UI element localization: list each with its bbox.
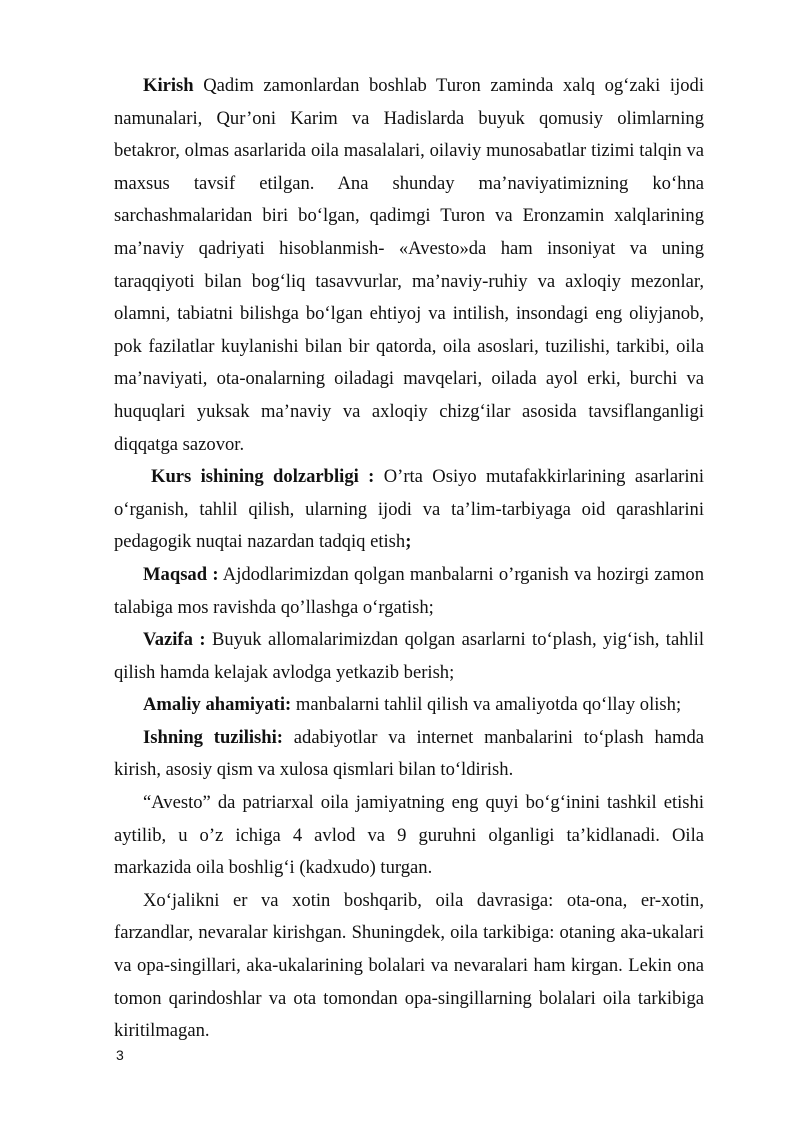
kirish-heading: Kirish [143,75,194,96]
ishning-tuzilishi-text: adabiyotlar va internet manbalarini to‘plash hamda kirish, asosiy qism va xulosa qismlari bilan to‘ldirish. [114,726,704,781]
paragraph-maqsad [114,559,704,624]
amaliy-ahamiyati-text: manbalarni tahlil qilish va amaliyotda qo‘llay olish; [291,694,682,716]
page-number: 3 [116,1047,124,1063]
xojalik-text: Xo‘jalikni er va xotin boshqarib, oila davrasiga: ota-ona, er-xotin, farzandlar, nevaralar kirishgan. Shuningdek, oila tarkibiga: otaning aka-ukalari va opa-singillari, aka-ukalarining bolalari va nevaralari ham kirgan. Lekin ona tomon qarindoshlar va ota tomondan opa-singillarning bolalari oila tarkibiga kiritilmagan. [114,889,704,1042]
document-body [114,70,704,1048]
paragraph-kirish [114,70,704,461]
kirish-text: Qadim zamonlardan boshlab Turon zaminda xalq og‘zaki ijodi namunalari, Qur’oni Karim va Hadislarda buyuk qomusiy olimlarning betakror, olmas asarlarida oila masalalari, oilaviy munosabatlar tizimi talqin va maxsus tavsif etilgan. Ana shunday ma’naviyatimizning ko‘hna sarchashmalaridan biri bo‘lgan, qadimgi Turon va Eronzamin xalqlarining ma’naviy qadriyati hisoblanmish- «Avesto»da ham insoniyat va uning taraqqiyoti bilan bog‘liq tasavvurlar, ma’naviy-ruhiy va axloqiy mezonlar, olamni, tabiatni bilishga bo‘lgan ehtiyoj va intilish, insondagi eng oliyjanob, pok fazilatlar kuylanishi bilan bir qatorda, oila asoslari, tuzilishi, tarkibi, oila ma’naviyati, ota-onalarning oiladagi mavqelari, oilada ayol erki, burchi va huquqlari yuksak ma’naviy va axloqiy chizg‘ilar asosida tavsiflanganligi diqqatga sazovor. [114,75,704,455]
avesto-oila-text: “Avesto” da patriarxal oila jamiyatning eng quyi bo‘g‘inini tashkil etishi aytilib, u o’z ichiga 4 avlod va 9 guruhni olganligi ta’kidlanadi. Oila markazida oila boshlig‘i (kadxudo) turgan. [114,792,704,879]
paragraph-vazifa [114,624,704,689]
dolzarbligi-text: O’rta Osiyo mutafakkirlarining asarlarini o‘rganish, tahlil qilish, ularning ijodi va ta’lim-tarbiyaga oid qarashlarini pedagogik nuqtai nazardan tadqiq etish [114,466,704,553]
vazifa-heading: Vazifa : [143,629,206,651]
dolzarbligi-semicolon: ; [405,531,412,553]
paragraph-avesto-oila [114,787,704,885]
paragraph-ishning-tuzilishi [114,722,704,787]
maqsad-heading: Maqsad : [143,563,219,585]
maqsad-text: Ajdodlarimizdan qolgan manbalarni o’rganish va hozirgi zamon talabiga mos ravishda qo’llashga o‘rgatish; [114,563,704,618]
paragraph-xojalik [114,885,704,1048]
dolzarbligi-heading: Kurs ishining dolzarbligi : [151,466,375,488]
ishning-tuzilishi-heading: Ishning tuzilishi: [143,726,283,748]
vazifa-text: Buyuk allomalarimizdan qolgan asarlarni to‘plash, yig‘ish, tahlil qilish hamda kelajak avlodga yetkazib berish; [114,629,704,683]
amaliy-ahamiyati-heading: Amaliy ahamiyati: [143,694,292,716]
paragraph-amaliy-ahamiyati [114,689,704,722]
paragraph-dolzarbligi [114,461,704,559]
